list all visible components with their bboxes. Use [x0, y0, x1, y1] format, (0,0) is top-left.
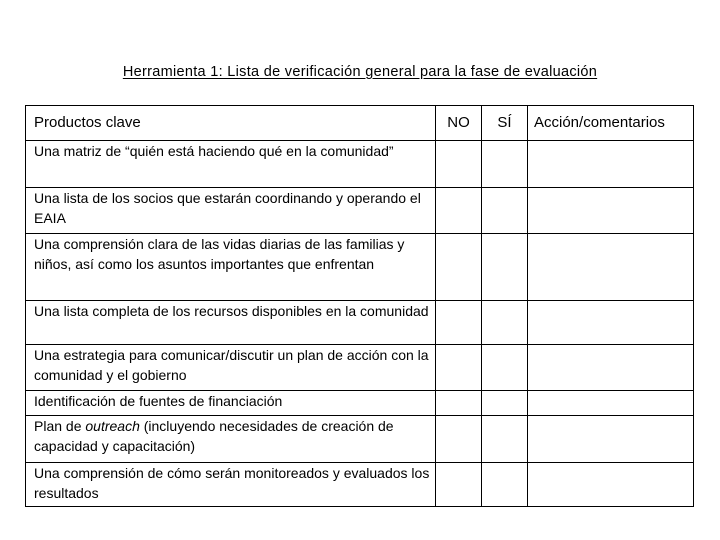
- product-item: Una lista de los socios que estarán coordinando y operando el EAIA: [26, 188, 436, 234]
- product-item-text-after: (incluyendo necesidades de creación de capacidad y capacitación): [34, 418, 394, 454]
- product-item: Una lista completa de los recursos disponibles en la comunidad: [26, 301, 436, 345]
- yes-cell[interactable]: [482, 416, 528, 463]
- product-item: Una comprensión clara de las vidas diarias de las familias y niños, así como los asuntos importantes que enfrentan: [26, 234, 436, 301]
- no-cell[interactable]: [436, 391, 482, 416]
- yes-cell[interactable]: [482, 463, 528, 507]
- comment-cell[interactable]: [528, 141, 694, 188]
- table-row: [26, 141, 694, 188]
- product-item-text-before: Plan de: [34, 418, 86, 434]
- checklist-table: [25, 105, 694, 507]
- header-yes: SÍ: [482, 106, 528, 141]
- no-cell[interactable]: [436, 345, 482, 391]
- header-key-products: Productos clave: [26, 106, 436, 141]
- header-action-comments: Acción/comentarios: [528, 106, 694, 141]
- no-cell[interactable]: [436, 234, 482, 301]
- table-row: [26, 391, 694, 416]
- header-no: NO: [436, 106, 482, 141]
- comment-cell[interactable]: [528, 188, 694, 234]
- comment-cell[interactable]: [528, 416, 694, 463]
- comment-cell[interactable]: [528, 391, 694, 416]
- yes-cell[interactable]: [482, 234, 528, 301]
- product-item: Una comprensión de cómo serán monitoreados y evaluados los resultados: [26, 463, 436, 507]
- table-row: [26, 345, 694, 391]
- product-item: Identificación de fuentes de financiación: [26, 391, 436, 416]
- page-title: Herramienta 1: Lista de verificación general para la fase de evaluación: [122, 64, 598, 80]
- no-cell[interactable]: [436, 301, 482, 345]
- product-item: Una matriz de “quién está haciendo qué en la comunidad”: [26, 141, 436, 188]
- no-cell[interactable]: [436, 463, 482, 507]
- table-row: [26, 463, 694, 507]
- table-row: [26, 301, 694, 345]
- no-cell[interactable]: [436, 141, 482, 188]
- header-row: [26, 106, 694, 141]
- yes-cell[interactable]: [482, 345, 528, 391]
- comment-cell[interactable]: [528, 345, 694, 391]
- table-row: [26, 416, 694, 463]
- comment-cell[interactable]: [528, 301, 694, 345]
- no-cell[interactable]: [436, 416, 482, 463]
- table-row: [26, 188, 694, 234]
- no-cell[interactable]: [436, 188, 482, 234]
- product-item-emphasis: outreach: [85, 418, 140, 434]
- yes-cell[interactable]: [482, 391, 528, 416]
- comment-cell[interactable]: [528, 463, 694, 507]
- yes-cell[interactable]: [482, 301, 528, 345]
- yes-cell[interactable]: [482, 141, 528, 188]
- yes-cell[interactable]: [482, 188, 528, 234]
- product-item: Una estrategia para comunicar/discutir un plan de acción con la comunidad y el gobierno: [26, 345, 436, 391]
- table-row: [26, 234, 694, 301]
- comment-cell[interactable]: [528, 234, 694, 301]
- product-item: [26, 416, 436, 463]
